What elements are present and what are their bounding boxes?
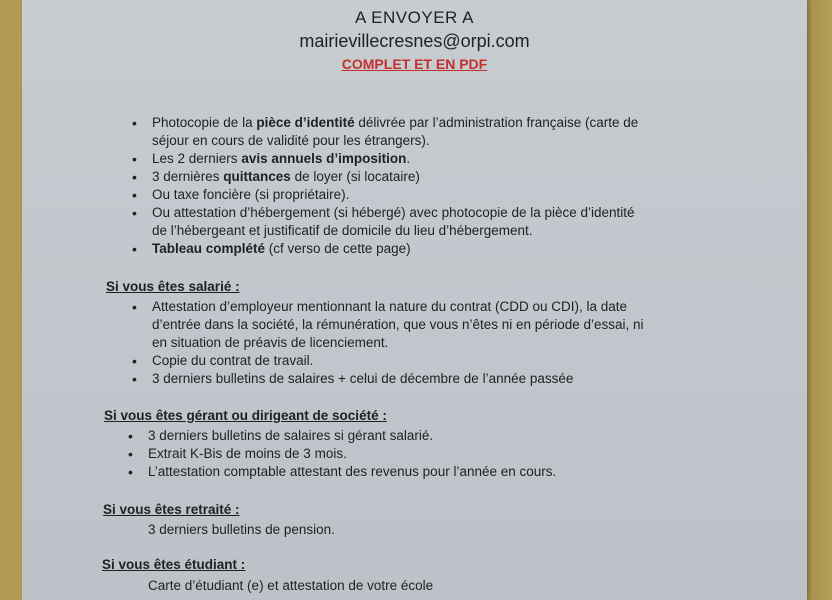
list-item: • L’attestation comptable attestant des revenus pour l’année en cours.	[128, 463, 748, 481]
etudiant-text: Carte d’étudiant (e) et attestation de votre école	[148, 578, 434, 593]
list-item: • 3 derniers bulletins de salaires + celui de décembre de l’année passée	[132, 370, 752, 388]
list-item: • 3 derniers bulletins de salaires si gérant salarié.	[128, 427, 748, 445]
section-title-gerant: Si vous êtes gérant ou dirigeant de société :	[104, 408, 387, 423]
general-documents-list	[132, 114, 752, 258]
header-subtitle: COMPLET ET EN PDF	[341, 56, 488, 72]
gerant-list	[128, 427, 748, 481]
list-item: • Les 2 derniers avis annuels d’imposition.	[132, 150, 752, 168]
list-item: • Photocopie de la pièce d’identité délivrée par l’administration française (carte de séjour en cours de validité pour les étrangers).	[132, 114, 752, 150]
section-title-retraite: Si vous êtes retraité :	[103, 502, 240, 517]
list-item: • Tableau complété (cf verso de cette page)	[132, 240, 752, 258]
section-title-etudiant: Si vous êtes étudiant :	[102, 557, 246, 572]
section-title-salarie: Si vous êtes salarié :	[106, 279, 240, 294]
header-email: mairievillecresnes@orpi.com	[299, 31, 530, 51]
document-page	[22, 0, 807, 600]
retraite-text: 3 derniers bulletins de pension.	[148, 522, 335, 537]
list-item: • Ou attestation d’hébergement (si hébergé) avec photocopie de la pièce d’identité de l’hébergeant et justificatif de domicile du lieu d’hébergement.	[132, 204, 752, 240]
salarie-list	[132, 298, 752, 388]
list-item: • 3 dernières quittances de loyer (si locataire)	[132, 168, 752, 186]
list-item: • Extrait K-Bis de moins de 3 mois.	[128, 445, 748, 463]
list-item: • Ou taxe foncière (si propriétaire).	[132, 186, 752, 204]
header-title: A ENVOYER A	[355, 8, 474, 27]
list-item: • Copie du contrat de travail.	[132, 352, 752, 370]
list-item: • Attestation d’employeur mentionnant la nature du contrat (CDD ou CDI), la date d’entrée dans la société, la rémunération, que vous n’êtes ni en période d’essai, ni en situation de préavis de licenciement.	[132, 298, 752, 352]
